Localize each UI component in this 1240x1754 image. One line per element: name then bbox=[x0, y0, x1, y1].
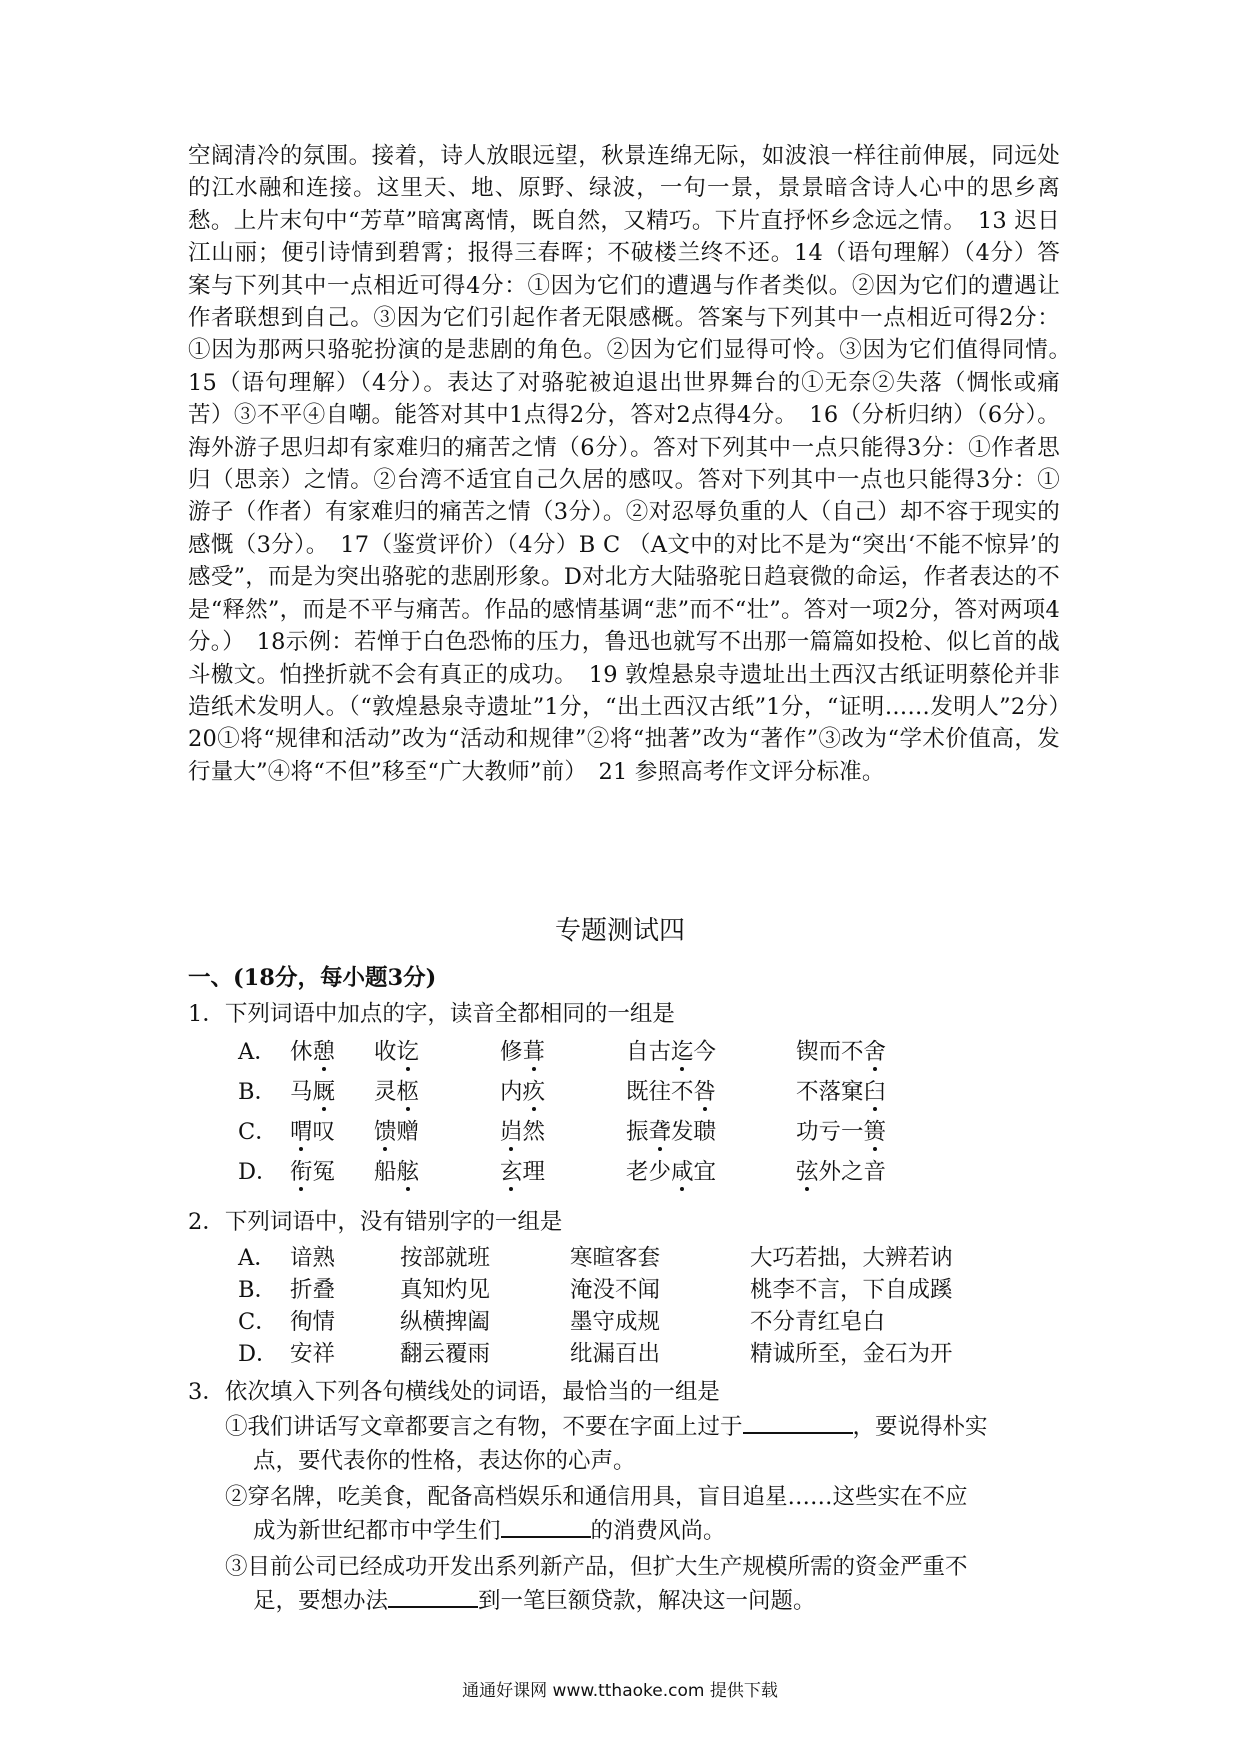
footer-credit: 通通好课网 www.tthaoke.com 提供下载 bbox=[462, 1681, 778, 1701]
sentence-1-part-a: ①我们讲话写文章都要言之有物，不要在字面上过于 bbox=[225, 1414, 743, 1440]
option-word: 自古迄今 bbox=[626, 1039, 717, 1065]
option-word: 馈赠 bbox=[374, 1119, 420, 1145]
option-label: C． bbox=[238, 1119, 278, 1145]
option-word: 灵柩 bbox=[374, 1079, 420, 1105]
option-word: 墨守成规 bbox=[570, 1309, 661, 1335]
option-word: 既往不咎 bbox=[626, 1079, 717, 1105]
option-word: 大巧若拙，大辨若讷 bbox=[750, 1245, 953, 1271]
emphasis-dot-char: 柩 bbox=[396, 1079, 420, 1105]
sentence-3-part-c: 到一笔巨额贷款，解决这一问题。 bbox=[478, 1588, 816, 1614]
option-word: 马厩 bbox=[290, 1079, 336, 1105]
option-word: 功亏一篑 bbox=[796, 1119, 887, 1145]
question-2-stem: 2．下列词语中，没有错别字的一组是 bbox=[188, 1209, 563, 1235]
option-label: D． bbox=[238, 1341, 279, 1367]
section-title: 专题测试四 bbox=[554, 916, 685, 946]
emphasis-dot-char: 聋 bbox=[648, 1119, 672, 1145]
option-label: B． bbox=[238, 1079, 278, 1105]
option-word: 收讫 bbox=[374, 1039, 420, 1065]
sentence-3-part-b: 足，要想办法 bbox=[253, 1588, 389, 1614]
emphasis-dot-char: 葺 bbox=[522, 1039, 546, 1065]
option-label: C． bbox=[238, 1309, 278, 1335]
emphasis-dot-char: 咎 bbox=[693, 1079, 717, 1105]
emphasis-dot-char: 咸 bbox=[671, 1159, 694, 1185]
emphasis-dot-char: 舍 bbox=[863, 1039, 887, 1065]
question-2-option-row bbox=[238, 1336, 1058, 1370]
emphasis-dot-char: 舷 bbox=[396, 1159, 420, 1185]
emphasis-dot-char: 憩 bbox=[312, 1039, 336, 1065]
answer-blank bbox=[501, 1516, 591, 1538]
emphasis-dot-char: 讫 bbox=[396, 1039, 420, 1065]
option-word: 纵横捭阖 bbox=[400, 1309, 491, 1335]
option-word: 按部就班 bbox=[400, 1245, 491, 1271]
emphasis-dot-char: 臼 bbox=[863, 1079, 887, 1105]
option-word: 桃李不言，下自成蹊 bbox=[750, 1277, 953, 1303]
question-1-stem: 1．下列词语中加点的字，读音全都相同的一组是 bbox=[188, 1001, 675, 1027]
option-label: D． bbox=[238, 1159, 279, 1185]
question-2-option-row bbox=[238, 1272, 1058, 1306]
emphasis-dot-char: 厩 bbox=[312, 1079, 336, 1105]
option-word: 翻云覆雨 bbox=[400, 1341, 491, 1367]
option-word: 淹没不闻 bbox=[570, 1277, 661, 1303]
question-1-option-row bbox=[238, 1114, 1058, 1148]
sentence-3-part-a: ③目前公司已经成功开发出系列新产品，但扩大生产规模所需的资金严重不 bbox=[225, 1554, 968, 1580]
question-1-option-row bbox=[238, 1154, 1058, 1188]
option-label: A． bbox=[238, 1039, 277, 1065]
answer-blank bbox=[743, 1412, 853, 1434]
option-word: 不分青红皂白 bbox=[750, 1309, 886, 1335]
sentence-2-part-b: 成为新世纪都市中学生们 bbox=[253, 1518, 501, 1544]
option-word: 徇情 bbox=[290, 1309, 336, 1335]
option-word: 锲而不舍 bbox=[796, 1039, 887, 1065]
sentence-1 bbox=[225, 1410, 1060, 1478]
option-word: 谙熟 bbox=[290, 1245, 336, 1271]
option-word: 修葺 bbox=[500, 1039, 546, 1065]
option-word: 玄理 bbox=[500, 1159, 546, 1185]
option-word: 弦外之音 bbox=[796, 1159, 887, 1185]
question-1-option-row bbox=[238, 1074, 1058, 1108]
emphasis-dot-char: 喟 bbox=[290, 1119, 313, 1145]
emphasis-dot-char: 岿 bbox=[500, 1119, 523, 1145]
option-word: 寒暄客套 bbox=[570, 1245, 661, 1271]
option-word: 安祥 bbox=[290, 1341, 336, 1367]
option-word: 喟叹 bbox=[290, 1119, 336, 1145]
emphasis-dot-char: 篑 bbox=[863, 1119, 887, 1145]
question-2-option-row bbox=[238, 1304, 1058, 1338]
emphasis-dot-char: 疚 bbox=[522, 1079, 546, 1105]
option-word: 纰漏百出 bbox=[570, 1341, 661, 1367]
emphasis-dot-char: 迄 bbox=[671, 1039, 694, 1065]
sentence-1-part-c: 点，要代表你的性格，表达你的心声。 bbox=[253, 1448, 636, 1474]
answer-blank bbox=[388, 1586, 478, 1608]
option-word: 休憩 bbox=[290, 1039, 336, 1065]
emphasis-dot-char: 衔 bbox=[290, 1159, 313, 1185]
option-label: B． bbox=[238, 1277, 278, 1303]
option-word: 岿然 bbox=[500, 1119, 546, 1145]
option-word: 船舷 bbox=[374, 1159, 420, 1185]
sentence-1-part-b: ，要说得朴实 bbox=[852, 1414, 988, 1440]
emphasis-dot-char: 玄 bbox=[500, 1159, 523, 1185]
option-word: 不落窠臼 bbox=[796, 1079, 887, 1105]
section-header: 一、(18分，每小题3分) bbox=[188, 965, 437, 991]
sentence-2-part-c: 的消费风尚。 bbox=[590, 1518, 726, 1544]
emphasis-dot-char: 馈 bbox=[374, 1119, 397, 1145]
emphasis-dot-char: 弦 bbox=[796, 1159, 819, 1185]
option-word: 衔冤 bbox=[290, 1159, 336, 1185]
question-2-option-row bbox=[238, 1240, 1058, 1274]
option-word: 内疚 bbox=[500, 1079, 546, 1105]
answer-key-paragraph bbox=[188, 140, 1083, 788]
option-label: A． bbox=[238, 1245, 277, 1271]
answer-text: 空阔清冷的氛围。接着，诗人放眼远望，秋景连绵无际，如波浪一样往前伸展，同远处的江水融和连接。这里天、地、原野、绿波，一句一景，景景暗含诗人心中的思乡离愁。上片末句中“芳草”暗寓离情，既自然，又精巧。下片直抒怀乡念远之情。 13 迟日江山丽；便引诗情到碧霄；报得三春晖；不破楼兰终不还。14（语句理解）（4分）答案与下列其中一点相近可得4分：①因为它们的遭遇与作者类似。②因为它们的遭遇让作者联想到自己。③因为它们引起作者无限感概。答案与下列其中一点相近可得2分：①因为那两只骆驼扮演的是悲剧的角色。②因为它们显得可怜。③因为它们值得同情。 15（语句理解）（4分）。表达了对骆驼被迫退出世界舞台的①无奈②失落（惆怅或痛苦）③不平④自嘲。能答对其中1点得2分，答对2点得4分。 16（分析归纳）（6分）。海外游子思归却有家难归的痛苦之情（6分）。答对下列其中一点只能得3分：①作者思归（思亲）之情。②台湾不适宜自己久居的感叹。答对下列其中一点也只能得3分：①游子（作者）有家难归的痛苦之情（3分）。②对忍辱负重的人（自己）却不容于现实的感慨（3分）。 17（鉴赏评价）（4分）B C （A文中的对比不是为“突出‘不能不惊异’的感受”，而是为突出骆驼的悲剧形象。D对北方大陆骆驼日趋衰微的命运，作者表达的不是“释然”，而是不平与痛苦。作品的感情基调“悲”而不“壮”。答对一项2分，答对两项4分。） 18示例：若惮于白色恐怖的压力，鲁迅也就写不出那一篇篇如投枪、似匕首的战斗檄文。怕挫折就不会有真正的成功。 19 敦煌悬泉寺遗址出土西汉古纸证明蔡伦并非造纸术发明人。（“敦煌悬泉寺遗址”1分，“出土西汉古纸”1分，“证明……发明人”2分） 20①将“规律和活动”改为“活动和规律”②将“拙著”改为“著作”③改为“学术价值高，发行量大”④将“不但”移至“广大教师”前） 21 参照高考作文评分标准。 bbox=[188, 143, 1083, 785]
sentence-3 bbox=[225, 1550, 1060, 1618]
option-word: 老少咸宜 bbox=[626, 1159, 717, 1185]
question-1-option-row bbox=[238, 1034, 1058, 1068]
option-word: 振聋发聩 bbox=[626, 1119, 717, 1145]
option-word: 折叠 bbox=[290, 1277, 336, 1303]
sentence-2 bbox=[225, 1480, 1060, 1548]
question-3-sentences bbox=[225, 1410, 1060, 1618]
option-word: 真知灼见 bbox=[400, 1277, 491, 1303]
sentence-2-part-a: ②穿名牌，吃美食，配备高档娱乐和通信用具，盲目追星……这些实在不应 bbox=[225, 1484, 968, 1510]
question-3-stem: 3．依次填入下列各句横线处的词语，最恰当的一组是 bbox=[188, 1379, 720, 1405]
option-word: 精诚所至，金石为开 bbox=[750, 1341, 953, 1367]
